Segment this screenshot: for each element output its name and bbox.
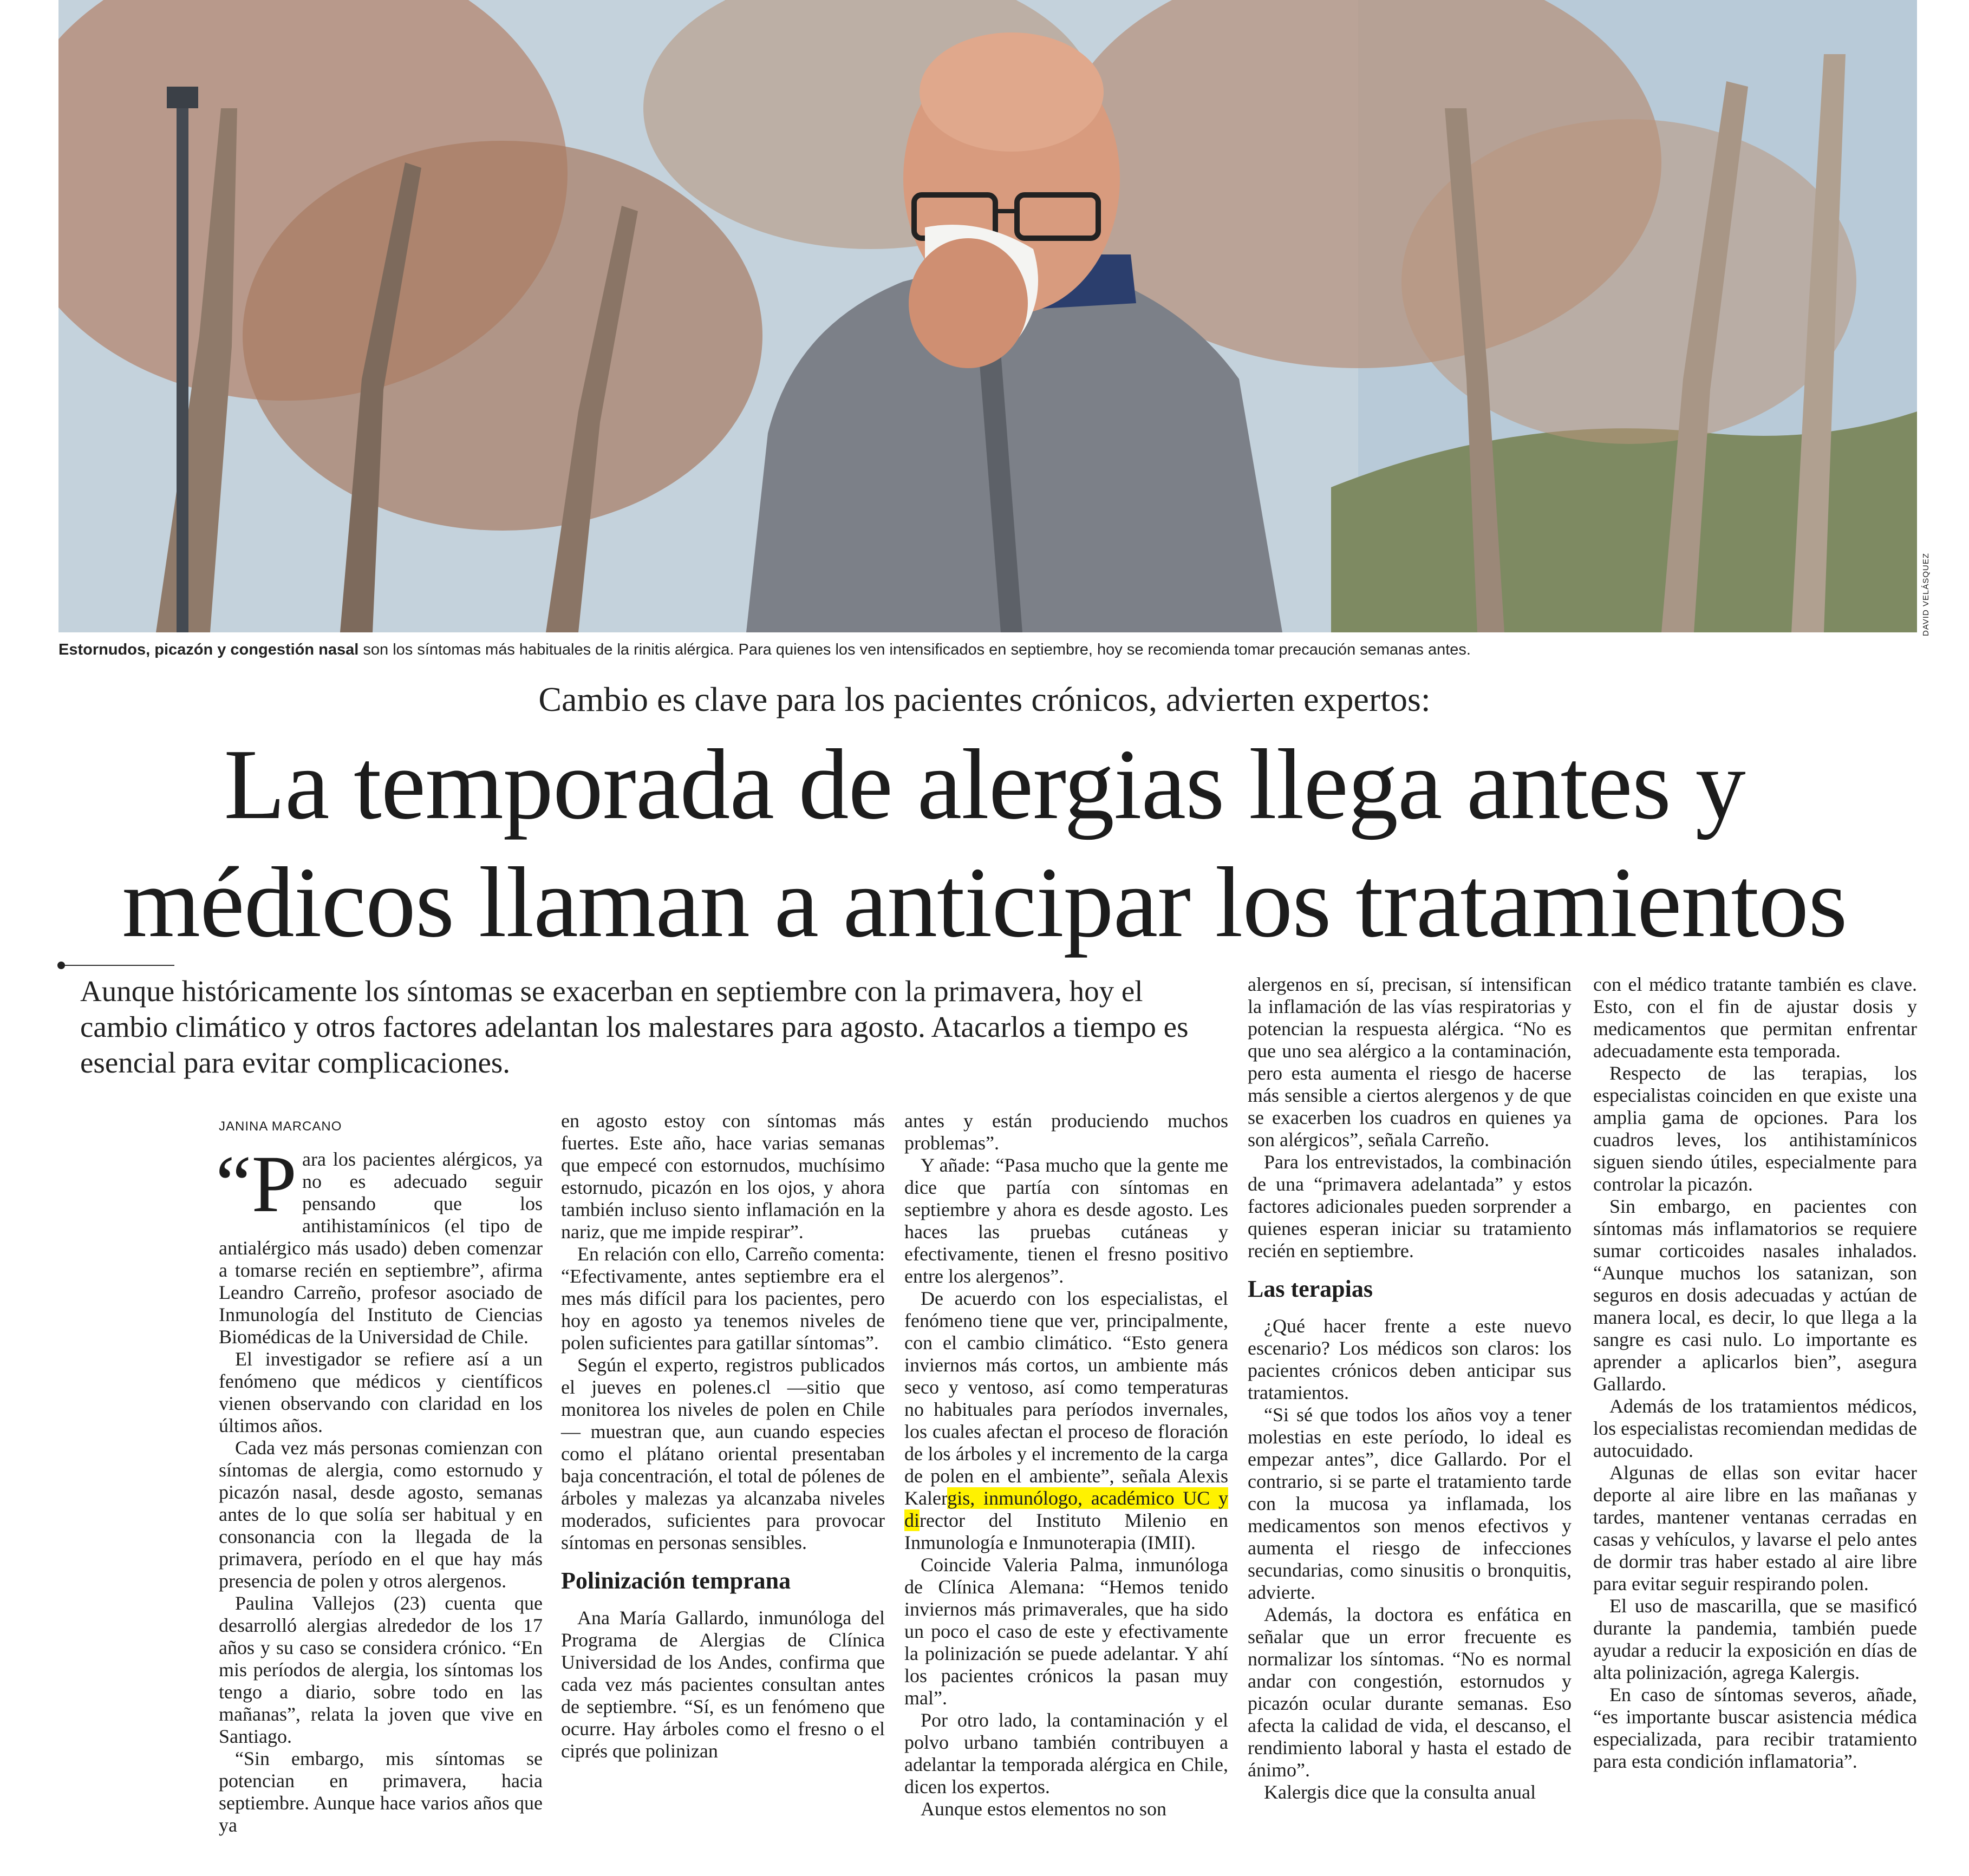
paragraph: Algunas de ellas son evitar hacer deporte al aire libre en las mañanas y tardes, mantener ventanas cerradas en casas y vehículos, y lavarse el pelo antes de dormir tras haber estado al aire libre para evitar seguir respirando polen. xyxy=(1593,1462,1917,1594)
drop-cap-letter: P xyxy=(251,1139,297,1229)
column-4 xyxy=(1248,973,1572,1803)
paragraph: El uso de mascarilla, que se masificó durante la pandemia, también puede ayudar a reducir la exposición en días de alta polinización, agrega Kalergis. xyxy=(1593,1595,1917,1683)
kicker: Cambio es clave para los pacientes crónicos, advierten expertos: xyxy=(538,680,1431,718)
paragraph: Respecto de las terapias, los especialistas coinciden en que existe una amplia gama de opciones. Para los cuadros leves, los antihistamínicos siguen siendo útiles, especialmente para controlar la picazón. xyxy=(1593,1062,1917,1195)
paragraph: Aunque estos elementos no son xyxy=(921,1798,1166,1820)
paragraph: alergenos en sí, precisan, sí intensifican la inflamación de las vías respiratorias y potencian la respuesta alérgica. “No es que uno sea alérgico a la contaminación, pero esta aumenta el riesgo de hacerse más sensible a ciertos alergenos y de que se exacerben los cuadros en quienes ya son alérgicos”, señala Carreño. xyxy=(1248,973,1572,1151)
photo-credit: DAVID VELÁSQUEZ xyxy=(1921,553,1931,636)
paragraph: Para los entrevistados, la combinación de una “primavera adelantada” y estos factores adicionales pueden sorprender a quienes esperan iniciar su tratamiento recién en septiembre. xyxy=(1248,1151,1572,1261)
lead-photo xyxy=(58,0,1917,632)
paragraph: “Si sé que todos los años voy a tener molestias en este período, lo ideal es empezar antes”, dice Gallardo. Por el contrario, si se parte el tratamiento tarde con la mucosa ya inflamada, los medicamentos son menos efectivos y aumenta el riesgo de infecciones secundarias, como sinusitis o bronquitis, advierte. xyxy=(1248,1404,1572,1603)
paragraph: con el médico tratante también es clave. Esto, con el fin de ajustar dosis y medicamentos que permitan enfrentar adecuadamente esta temporada. xyxy=(1593,973,1917,1062)
lead-rule xyxy=(61,965,174,966)
paragraph: Y añade: “Pasa mucho que la gente me dice que partía con síntomas en septiembre y ahora es desde agosto. Les haces las pruebas cutáneas y efectivamente, tienen el fresno positivo entre los alergenos”. xyxy=(904,1154,1228,1287)
caption-text: son los síntomas más habituales de la rinitis alérgica. Para quienes los ven intensificados en septiembre, hoy se recomienda tomar precaución semanas antes. xyxy=(358,641,1471,658)
paragraph: Coincide Valeria Palma, inmunóloga de Clínica Alemana: “Hemos tenido inviernos más primaverales, que ha sido un poco el caso de este y efectivamente la polinización se puede adelantar. Y ahí los pacientes crónicos la pasan muy mal”. xyxy=(904,1554,1228,1709)
lead-paragraph: Aunque históricamente los síntomas se exacerban en septiembre con la primavera, hoy el cambio climático y otros factores adelantan los malestares para agosto. Atacarlos a tiempo es esencial para evitar complicaciones. xyxy=(80,975,1189,1079)
paragraph: En relación con ello, Carreño comenta: “Efectivamente, antes septiembre era el mes más difícil para los pacientes, pero hoy en agosto ya tenemos niveles de polen suficientes para gatillar síntomas”. xyxy=(561,1243,885,1354)
paragraph: ¿Qué hacer frente a este nuevo escenario? Los médicos son claros: los pacientes crónicos deben anticipar sus tratamientos. xyxy=(1248,1315,1572,1403)
paragraph: antes y están produciendo muchos problemas”. xyxy=(904,1110,1228,1154)
paragraph: Según el experto, registros publicados el jueves en polenes.cl —sitio que monitorea los niveles de polen en Chile— muestran que, aun cuando especies como el plátano oriental presentaban baja concentración, el total de pólenes de árboles y malezas ya alcanzaba niveles moderados, suficientes para provocar síntomas en personas sensibles. xyxy=(561,1354,885,1553)
paragraph: Ana María Gallardo, inmunóloga del Programa de Alergias de Clínica Universidad de los Andes, confirma que cada vez más pacientes consultan antes de septiembre. “Sí, es un fenómeno que ocurre. Hay árboles como el fresno o el ciprés que polinizan xyxy=(561,1607,885,1762)
paragraph: Cada vez más personas comienzan con síntomas de alergia, como estornudo y picazón nasal, desde agosto, semanas antes de lo que solía ser habitual y en consonancia con la llegada de la primavera, período en el que hay más presencia de polen y otros alergenos. xyxy=(219,1437,543,1592)
paragraph: ara los pacientes alérgicos, ya no es adecuado seguir pensando que los antihistamínicos (el tipo de antialérgico más usado) deben comenzar a tomarse recién en septiembre”, afirma Leandro Carreño, profesor asociado de Inmunología del Instituto de Ciencias Biomédicas de la Universidad de Chile. xyxy=(219,1148,543,1348)
column-1 xyxy=(216,1110,543,1836)
caption-bold: Estornudos, picazón y congestión nasal xyxy=(58,641,359,658)
paragraph: Además de los tratamientos médicos, los especialistas recomiendan medidas de autocuidado. xyxy=(1593,1395,1917,1461)
lead-rule-dot xyxy=(57,962,65,969)
drop-cap xyxy=(216,1139,297,1229)
subheading-terapias: Las terapias xyxy=(1248,1276,1373,1302)
paragraph: En caso de síntomas severos, añade, “es importante buscar asistencia médica especializada, para recibir tratamiento para esta condición inflamatoria”. xyxy=(1593,1684,1917,1772)
paragraph: Por otro lado, la contaminación y el polvo urbano también contribuyen a adelantar la temporada alérgica en Chile, dicen los expertos. xyxy=(904,1709,1228,1797)
paragraph: en agosto estoy con síntomas más fuertes. Este año, hace varias semanas que empecé con estornudos, muchísimo estornudo, picazón en los ojos, y ahora también incluso siento inflamación en la nariz, que me impide respirar”. xyxy=(561,1110,885,1243)
byline: JANINA MARCANO xyxy=(219,1119,342,1134)
paragraph: Sin embargo, en pacientes con síntomas más inflamatorios se requiere sumar corticoides nasales inhalados. “Aunque muchos los satanizan, son seguros en dosis adecuadas y actúan de manera local, es decir, lo que llega a la sangre es casi nulo. Lo importante es aprender a aplicarlos bien”, asegura Gallardo. xyxy=(1593,1195,1917,1395)
paragraph: “Sin embargo, mis síntomas se potencian en primavera, hacia septiembre. Aunque hace varios años que ya xyxy=(219,1748,543,1836)
column-5 xyxy=(1593,973,1917,1773)
paragraph: Paulina Vallejos (23) cuenta que desarrolló alergias alrededor de los 17 años y su caso se considera crónico. “En mis períodos de alergia, los síntomas los tengo a diario, sobre todo en las mañanas”, relata la joven que vive en Santiago. xyxy=(219,1592,543,1747)
paragraph-text: rector del Instituto Milenio en Inmunología e Inmunoterapia (IMII). xyxy=(904,1509,1228,1553)
subheading-polinizacion: Polinización temprana xyxy=(561,1567,791,1594)
paragraph-with-highlight xyxy=(904,1287,1228,1554)
column-2 xyxy=(561,1110,885,1762)
photo-illustration xyxy=(58,0,1917,632)
photo-caption xyxy=(58,641,1921,659)
paragraph: El investigador se refiere así a un fenómeno que médicos y científicos vienen observando con claridad en los últimos años. xyxy=(219,1348,543,1436)
paragraph-text: De acuerdo con los especialistas, el fenómeno tiene que ver, principalmente, con el cambio climático. “Esto genera inviernos más cortos, un ambiente más seco y ventoso, así como temperaturas no habituales para períodos invernales, los cuales afectan el proceso de floración de los árboles y el incremento de la carga de polen en el ambiente”, señala Alexis Kaler xyxy=(904,1287,1228,1509)
opening-paragraph xyxy=(216,1139,543,1348)
paragraph: Además, la doctora es enfática en señalar que un error frecuente es normalizar los síntomas. “No es normal andar con congestión, estornudos y picazón ocular durante semanas. Eso afecta la calidad de vida, el descanso, el rendimiento laboral y hasta el estado de ánimo”. xyxy=(1248,1604,1572,1781)
headline: La temporada de alergias llega antes y médicos llaman a anticipar los tratamientos xyxy=(122,729,1847,958)
quote-mark: “ xyxy=(216,1139,252,1229)
paragraph: Kalergis dice que la consulta anual xyxy=(1264,1781,1536,1803)
column-3 xyxy=(904,1110,1228,1820)
highlighted-text: gis, inmunólogo, académico UC y di xyxy=(904,1487,1228,1531)
